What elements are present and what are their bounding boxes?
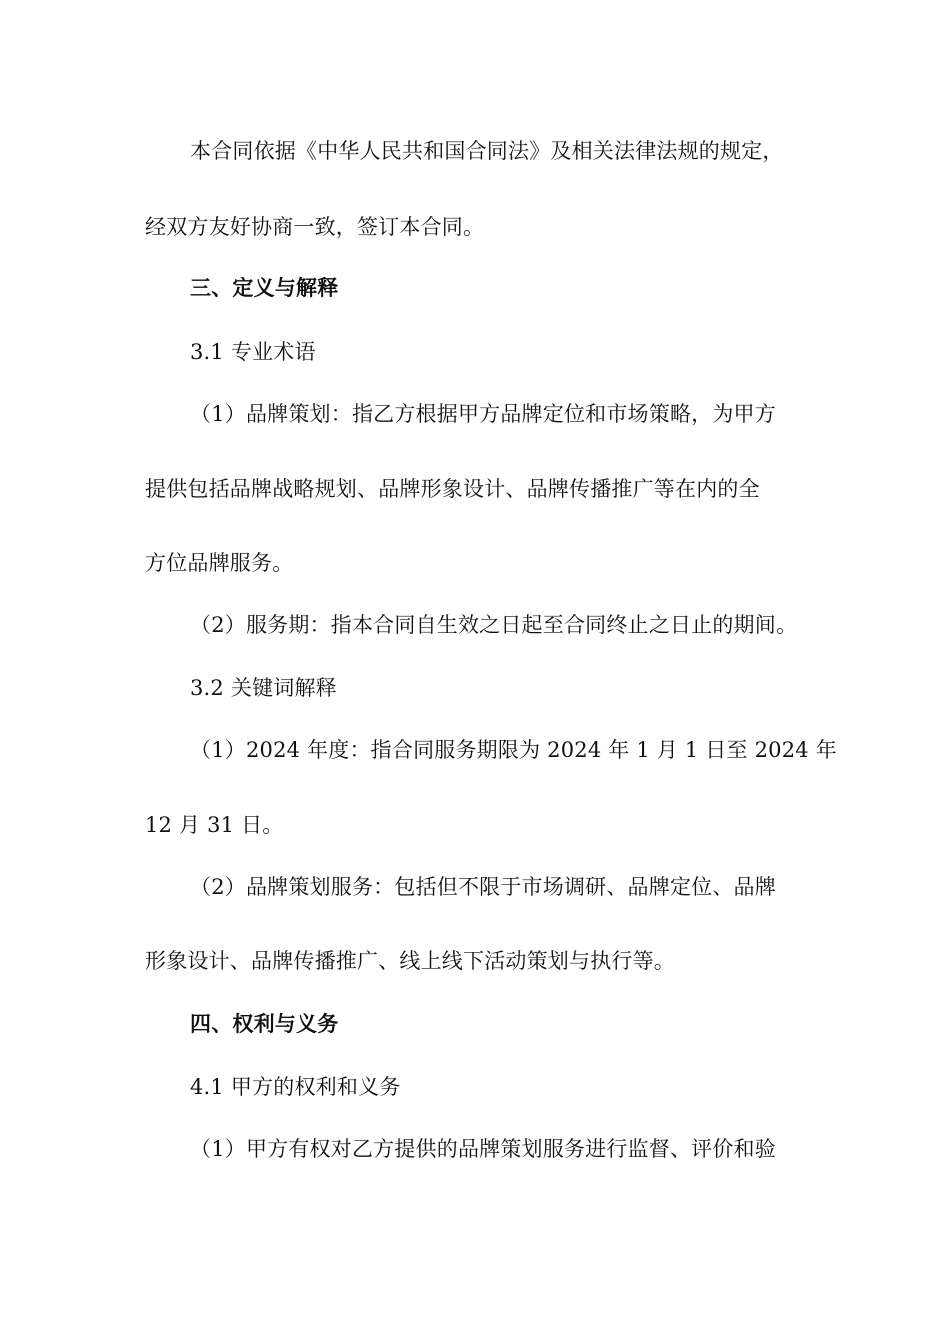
paragraph-line: 提供包括品牌战略规划、品牌形象设计、品牌传播推广等在内的全 xyxy=(145,477,760,501)
paragraph-line: 本合同依据《中华人民共和国合同法》及相关法律法规的规定， xyxy=(190,139,784,163)
paragraph-line: （1）甲方有权对乙方提供的品牌策划服务进行监督、评价和验 xyxy=(190,1137,776,1161)
paragraph-line: 经双方友好协商一致，签订本合同。 xyxy=(145,215,485,239)
paragraph-line: 12 月 31 日。 xyxy=(145,813,284,837)
section-heading: 三、定义与解释 xyxy=(190,275,339,300)
paragraph-line: （1）2024 年度：指合同服务期限为 2024 年 1 月 1 日至 2024 年 xyxy=(190,738,837,762)
subsection-heading: 3.1 专业术语 xyxy=(190,340,316,364)
subsection-heading: 3.2 关键词解释 xyxy=(190,676,337,700)
paragraph-line: （2）品牌策划服务：包括但不限于市场调研、品牌定位、品牌 xyxy=(190,875,776,899)
paragraph-line: （2）服务期：指本合同自生效之日起至合同终止之日止的期间。 xyxy=(190,613,798,637)
paragraph-line: 形象设计、品牌传播推广、线上线下活动策划与执行等。 xyxy=(145,949,675,973)
paragraph-line: （1）品牌策划：指乙方根据甲方品牌定位和市场策略，为甲方 xyxy=(190,402,776,426)
subsection-heading: 4.1 甲方的权利和义务 xyxy=(190,1075,401,1099)
paragraph-line: 方位品牌服务。 xyxy=(145,551,294,575)
section-heading: 四、权利与义务 xyxy=(190,1011,339,1036)
